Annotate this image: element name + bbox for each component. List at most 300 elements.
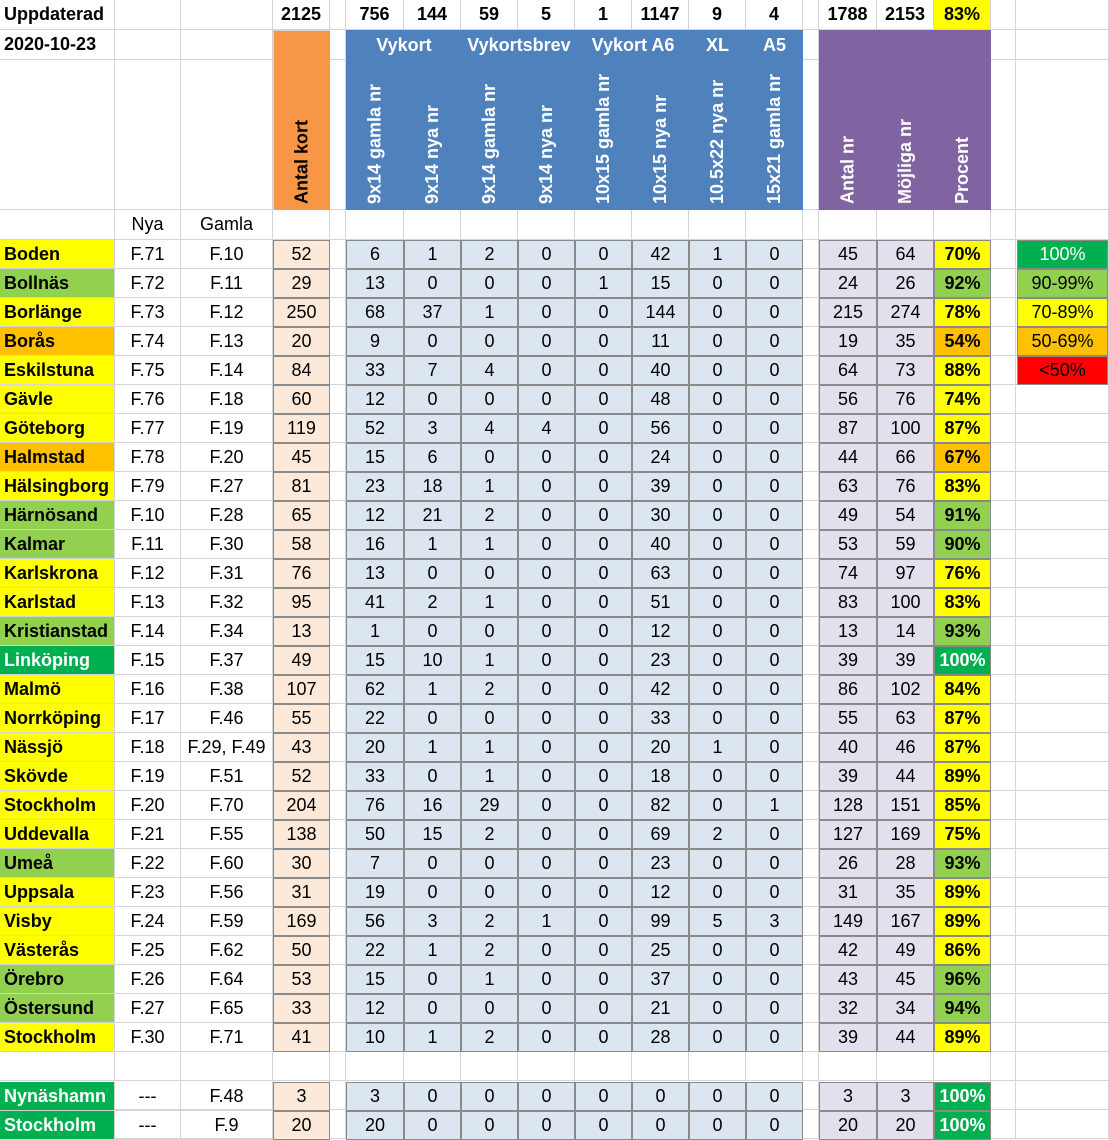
empty-cell[interactable] — [330, 936, 346, 965]
group-label[interactable]: A5 — [762, 34, 786, 55]
nya-code[interactable]: F.27 — [115, 994, 181, 1023]
empty-cell[interactable] — [330, 1052, 346, 1081]
empty-cell[interactable] — [181, 30, 273, 60]
category-value[interactable]: 33 — [632, 704, 689, 733]
empty-cell[interactable] — [991, 385, 1016, 414]
mojliga-nr-value[interactable]: 274 — [877, 298, 934, 327]
antal-nr-value[interactable]: 3 — [819, 1082, 877, 1111]
category-value[interactable]: 0 — [575, 820, 632, 849]
nya-code[interactable]: F.10 — [115, 501, 181, 530]
category-value[interactable]: 1 — [404, 530, 461, 559]
empty-cell[interactable] — [0, 210, 115, 240]
category-value[interactable]: 0 — [461, 617, 518, 646]
gamla-code[interactable]: F.51 — [181, 762, 273, 791]
category-value[interactable]: 1 — [404, 240, 461, 269]
category-value[interactable]: 0 — [575, 791, 632, 820]
city-name[interactable]: Göteborg — [0, 414, 115, 443]
category-value[interactable]: 0 — [518, 269, 575, 298]
category-value[interactable]: 0 — [575, 617, 632, 646]
category-value[interactable]: 0 — [518, 559, 575, 588]
category-value[interactable]: 56 — [346, 907, 404, 936]
category-value[interactable]: 0 — [746, 588, 803, 617]
category-value[interactable]: 0 — [575, 1111, 632, 1140]
empty-cell[interactable] — [273, 1052, 330, 1081]
city-name[interactable]: Östersund — [0, 994, 115, 1023]
procent-value[interactable]: 89% — [934, 878, 991, 907]
total-cards[interactable]: 2125 — [273, 0, 330, 30]
gamla-code[interactable]: F.32 — [181, 588, 273, 617]
category-value[interactable]: 0 — [575, 501, 632, 530]
category-value[interactable]: 22 — [346, 936, 404, 965]
antal-nr-value[interactable]: 86 — [819, 675, 877, 704]
category-value[interactable]: 63 — [632, 559, 689, 588]
category-value[interactable]: 0 — [518, 646, 575, 675]
category-value[interactable]: 0 — [518, 1111, 575, 1140]
gamla-code[interactable]: F.64 — [181, 965, 273, 994]
empty-cell[interactable] — [991, 559, 1016, 588]
empty-cell[interactable] — [991, 327, 1016, 356]
gamla-code[interactable]: F.19 — [181, 414, 273, 443]
category-value[interactable]: 0 — [404, 704, 461, 733]
empty-cell[interactable] — [991, 60, 1016, 210]
category-value[interactable]: 28 — [632, 1023, 689, 1052]
empty-cell[interactable] — [461, 1052, 518, 1081]
category-value[interactable]: 16 — [404, 791, 461, 820]
empty-cell[interactable] — [877, 1052, 934, 1081]
category-value[interactable]: 0 — [746, 994, 803, 1023]
category-value[interactable]: 15 — [632, 269, 689, 298]
nya-subheader[interactable]: Nya — [115, 210, 181, 240]
antal-nr-value[interactable]: 40 — [819, 733, 877, 762]
gamla-code[interactable]: F.10 — [181, 240, 273, 269]
gamla-code[interactable]: F.48 — [181, 1082, 273, 1111]
procent-value[interactable]: 87% — [934, 414, 991, 443]
category-value[interactable]: 2 — [461, 936, 518, 965]
empty-cell[interactable] — [803, 820, 819, 849]
empty-cell[interactable] — [991, 1023, 1016, 1052]
category-value[interactable]: 1 — [461, 646, 518, 675]
category-value[interactable]: 0 — [575, 443, 632, 472]
city-name[interactable]: Eskilstuna — [0, 356, 115, 385]
category-value[interactable]: 1 — [689, 240, 746, 269]
mojliga-nr-value[interactable]: 59 — [877, 530, 934, 559]
empty-cell[interactable] — [330, 994, 346, 1023]
empty-cell[interactable] — [0, 1052, 115, 1081]
nya-code[interactable]: F.76 — [115, 385, 181, 414]
mojliga-nr-value[interactable]: 97 — [877, 559, 934, 588]
antal-nr-value[interactable]: 53 — [819, 530, 877, 559]
empty-cell[interactable] — [1016, 965, 1109, 994]
procent-value[interactable]: 91% — [934, 501, 991, 530]
empty-cell[interactable] — [991, 269, 1016, 298]
nya-code[interactable]: F.72 — [115, 269, 181, 298]
antal-nr-value[interactable]: 24 — [819, 269, 877, 298]
empty-cell[interactable] — [181, 0, 273, 30]
procent-value[interactable]: 89% — [934, 762, 991, 791]
empty-cell[interactable] — [991, 675, 1016, 704]
mojliga-nr-value[interactable]: 73 — [877, 356, 934, 385]
legend-item[interactable]: <50% — [1017, 356, 1108, 385]
mojliga-nr-value[interactable]: 35 — [877, 327, 934, 356]
antal-kort-value[interactable]: 20 — [273, 327, 330, 356]
category-total[interactable]: 144 — [404, 0, 461, 30]
empty-cell[interactable] — [461, 210, 518, 240]
antal-kort-value[interactable]: 45 — [273, 443, 330, 472]
mojliga-nr-value[interactable]: 76 — [877, 385, 934, 414]
category-value[interactable]: 0 — [518, 878, 575, 907]
category-value[interactable]: 3 — [404, 907, 461, 936]
gamla-code[interactable]: F.37 — [181, 646, 273, 675]
mojliga-nr-value[interactable]: 44 — [877, 762, 934, 791]
category-value[interactable]: 13 — [346, 269, 404, 298]
category-value[interactable]: 0 — [518, 356, 575, 385]
category-value[interactable]: 42 — [632, 675, 689, 704]
empty-cell[interactable] — [330, 0, 346, 30]
category-value[interactable]: 1 — [689, 733, 746, 762]
category-value[interactable]: 0 — [689, 849, 746, 878]
category-value[interactable]: 22 — [346, 704, 404, 733]
category-value[interactable]: 0 — [518, 588, 575, 617]
category-value[interactable]: 0 — [575, 530, 632, 559]
empty-cell[interactable] — [991, 907, 1016, 936]
empty-cell[interactable] — [803, 559, 819, 588]
category-value[interactable]: 0 — [518, 617, 575, 646]
category-value[interactable]: 0 — [689, 530, 746, 559]
category-value[interactable]: 0 — [404, 878, 461, 907]
antal-kort-value[interactable]: 107 — [273, 675, 330, 704]
category-value[interactable]: 0 — [404, 559, 461, 588]
empty-cell[interactable] — [1016, 907, 1109, 936]
category-value[interactable]: 1 — [461, 530, 518, 559]
category-value[interactable]: 2 — [461, 820, 518, 849]
nya-code[interactable]: --- — [115, 1082, 181, 1111]
category-value[interactable]: 0 — [404, 1111, 461, 1140]
empty-cell[interactable] — [330, 210, 346, 240]
antal-kort-value[interactable]: 60 — [273, 385, 330, 414]
nya-code[interactable]: F.11 — [115, 530, 181, 559]
procent-value[interactable]: 86% — [934, 936, 991, 965]
nya-code[interactable]: --- — [115, 1111, 181, 1140]
procent-value[interactable]: 67% — [934, 443, 991, 472]
empty-cell[interactable] — [330, 60, 346, 210]
antal-nr-value[interactable]: 64 — [819, 356, 877, 385]
city-name[interactable]: Nynäshamn — [0, 1082, 115, 1111]
category-value[interactable]: 40 — [632, 356, 689, 385]
category-value[interactable]: 42 — [632, 240, 689, 269]
category-value[interactable]: 23 — [632, 646, 689, 675]
mojliga-nr-value[interactable]: 66 — [877, 443, 934, 472]
empty-cell[interactable] — [803, 675, 819, 704]
category-value[interactable]: 0 — [689, 965, 746, 994]
empty-cell[interactable] — [330, 443, 346, 472]
category-value[interactable]: 2 — [461, 907, 518, 936]
empty-cell[interactable] — [803, 210, 819, 240]
empty-cell[interactable] — [991, 298, 1016, 327]
procent-value[interactable]: 90% — [934, 530, 991, 559]
category-value[interactable]: 0 — [575, 1023, 632, 1052]
mojliga-nr-value[interactable]: 45 — [877, 965, 934, 994]
city-name[interactable]: Malmö — [0, 675, 115, 704]
city-name[interactable]: Visby — [0, 907, 115, 936]
nya-code[interactable]: F.17 — [115, 704, 181, 733]
gamla-code[interactable]: F.31 — [181, 559, 273, 588]
category-header[interactable]: 9x14 gamla nr — [364, 83, 385, 204]
empty-cell[interactable] — [404, 1052, 461, 1081]
category-value[interactable]: 1 — [461, 298, 518, 327]
category-value[interactable]: 0 — [575, 994, 632, 1023]
category-value[interactable]: 0 — [575, 762, 632, 791]
category-value[interactable]: 0 — [518, 675, 575, 704]
category-value[interactable]: 0 — [575, 733, 632, 762]
category-value[interactable]: 1 — [404, 936, 461, 965]
gamla-code[interactable]: F.70 — [181, 791, 273, 820]
category-value[interactable]: 15 — [346, 443, 404, 472]
category-value[interactable]: 0 — [518, 472, 575, 501]
city-name[interactable]: Borlänge — [0, 298, 115, 327]
city-name[interactable]: Gävle — [0, 385, 115, 414]
category-value[interactable]: 23 — [346, 472, 404, 501]
gamla-code[interactable]: F.27 — [181, 472, 273, 501]
category-value[interactable]: 0 — [689, 1082, 746, 1111]
antal-kort-value[interactable]: 81 — [273, 472, 330, 501]
empty-cell[interactable] — [991, 791, 1016, 820]
antal-nr-value[interactable]: 49 — [819, 501, 877, 530]
category-value[interactable]: 0 — [746, 385, 803, 414]
antal-nr-value[interactable]: 42 — [819, 936, 877, 965]
antal-nr-value[interactable]: 55 — [819, 704, 877, 733]
city-name[interactable]: Stockholm — [0, 1111, 115, 1140]
category-value[interactable]: 0 — [461, 327, 518, 356]
empty-cell[interactable] — [273, 210, 330, 240]
empty-cell[interactable] — [330, 1023, 346, 1052]
category-value[interactable]: 0 — [575, 849, 632, 878]
empty-cell[interactable] — [1016, 443, 1109, 472]
category-value[interactable]: 0 — [461, 443, 518, 472]
empty-cell[interactable] — [330, 327, 346, 356]
category-value[interactable]: 62 — [346, 675, 404, 704]
category-value[interactable]: 4 — [461, 414, 518, 443]
empty-cell[interactable] — [991, 30, 1016, 60]
category-value[interactable]: 0 — [746, 878, 803, 907]
nya-code[interactable]: F.77 — [115, 414, 181, 443]
empty-cell[interactable] — [330, 1110, 346, 1139]
empty-cell[interactable] — [803, 965, 819, 994]
category-value[interactable]: 39 — [632, 472, 689, 501]
empty-cell[interactable] — [575, 1052, 632, 1081]
empty-cell[interactable] — [991, 472, 1016, 501]
empty-cell[interactable] — [330, 646, 346, 675]
empty-cell[interactable] — [575, 210, 632, 240]
nya-code[interactable]: F.12 — [115, 559, 181, 588]
antal-kort-value[interactable]: 30 — [273, 849, 330, 878]
category-value[interactable]: 0 — [518, 820, 575, 849]
category-value[interactable]: 0 — [689, 791, 746, 820]
empty-cell[interactable] — [803, 530, 819, 559]
category-value[interactable]: 0 — [575, 588, 632, 617]
antal-kort-value[interactable]: 33 — [273, 994, 330, 1023]
category-value[interactable]: 5 — [689, 907, 746, 936]
category-value[interactable]: 20 — [632, 733, 689, 762]
empty-cell[interactable] — [746, 210, 803, 240]
procent-value[interactable]: 93% — [934, 849, 991, 878]
empty-cell[interactable] — [991, 849, 1016, 878]
legend-item[interactable]: 90-99% — [1017, 269, 1108, 298]
category-value[interactable]: 0 — [404, 849, 461, 878]
category-value[interactable]: 0 — [746, 675, 803, 704]
category-value[interactable]: 0 — [518, 965, 575, 994]
category-value[interactable]: 0 — [575, 646, 632, 675]
empty-cell[interactable] — [115, 30, 181, 60]
category-value[interactable]: 0 — [518, 994, 575, 1023]
empty-cell[interactable] — [803, 240, 819, 269]
category-value[interactable]: 11 — [632, 327, 689, 356]
empty-cell[interactable] — [346, 210, 404, 240]
empty-cell[interactable] — [803, 356, 819, 385]
category-value[interactable]: 16 — [346, 530, 404, 559]
category-value[interactable]: 3 — [746, 907, 803, 936]
category-value[interactable]: 56 — [632, 414, 689, 443]
category-value[interactable]: 0 — [461, 385, 518, 414]
empty-cell[interactable] — [991, 501, 1016, 530]
procent-value[interactable]: 84% — [934, 675, 991, 704]
category-value[interactable]: 30 — [632, 501, 689, 530]
antal-kort-value[interactable]: 43 — [273, 733, 330, 762]
category-value[interactable]: 0 — [518, 327, 575, 356]
gamla-code[interactable]: F.59 — [181, 907, 273, 936]
category-value[interactable]: 0 — [689, 327, 746, 356]
empty-cell[interactable] — [1016, 210, 1109, 240]
category-value[interactable]: 0 — [746, 733, 803, 762]
antal-kort-header[interactable]: Antal kort — [273, 30, 330, 210]
nya-code[interactable]: F.24 — [115, 907, 181, 936]
category-value[interactable]: 0 — [689, 414, 746, 443]
update-date[interactable]: 2020-10-23 — [0, 30, 115, 60]
empty-cell[interactable] — [1016, 791, 1109, 820]
empty-cell[interactable] — [934, 1052, 991, 1081]
city-name[interactable]: Borås — [0, 327, 115, 356]
category-value[interactable]: 0 — [689, 501, 746, 530]
category-value[interactable]: 0 — [518, 791, 575, 820]
gamla-subheader[interactable]: Gamla — [181, 210, 273, 240]
category-value[interactable]: 0 — [404, 1082, 461, 1111]
category-header[interactable]: 10x15 nya nr — [650, 94, 670, 204]
category-value[interactable]: 2 — [461, 240, 518, 269]
category-value[interactable]: 1 — [461, 733, 518, 762]
empty-cell[interactable] — [330, 530, 346, 559]
category-value[interactable]: 52 — [346, 414, 404, 443]
category-value[interactable]: 0 — [518, 704, 575, 733]
nya-code[interactable]: F.20 — [115, 791, 181, 820]
empty-cell[interactable] — [1016, 1023, 1109, 1052]
category-value[interactable]: 0 — [518, 298, 575, 327]
procent-value[interactable]: 70% — [934, 240, 991, 269]
category-value[interactable]: 0 — [746, 1111, 803, 1140]
category-value[interactable]: 33 — [346, 356, 404, 385]
antal-kort-value[interactable]: 52 — [273, 762, 330, 791]
empty-cell[interactable] — [1016, 501, 1109, 530]
antal-kort-value[interactable]: 95 — [273, 588, 330, 617]
nya-code[interactable]: F.73 — [115, 298, 181, 327]
category-value[interactable]: 0 — [746, 443, 803, 472]
category-value[interactable]: 0 — [689, 298, 746, 327]
category-value[interactable]: 4 — [461, 356, 518, 385]
empty-cell[interactable] — [803, 0, 819, 30]
antal-kort-value[interactable]: 119 — [273, 414, 330, 443]
empty-cell[interactable] — [803, 472, 819, 501]
antal-nr-value[interactable]: 83 — [819, 588, 877, 617]
procent-total[interactable]: 83% — [934, 0, 991, 30]
empty-cell[interactable] — [803, 849, 819, 878]
category-value[interactable]: 0 — [689, 936, 746, 965]
mojliga-nr-value[interactable]: 54 — [877, 501, 934, 530]
category-value[interactable]: 0 — [689, 385, 746, 414]
nya-code[interactable]: F.16 — [115, 675, 181, 704]
gamla-code[interactable]: F.20 — [181, 443, 273, 472]
empty-cell[interactable] — [803, 298, 819, 327]
antal-kort-value[interactable]: 76 — [273, 559, 330, 588]
antal-kort-value[interactable]: 49 — [273, 646, 330, 675]
empty-cell[interactable] — [330, 501, 346, 530]
empty-cell[interactable] — [1016, 0, 1109, 30]
nya-code[interactable]: F.78 — [115, 443, 181, 472]
mojliga-nr-value[interactable]: 102 — [877, 675, 934, 704]
category-value[interactable]: 24 — [632, 443, 689, 472]
gamla-code[interactable]: F.65 — [181, 994, 273, 1023]
empty-cell[interactable] — [803, 501, 819, 530]
procent-value[interactable]: 83% — [934, 472, 991, 501]
category-value[interactable]: 0 — [689, 472, 746, 501]
empty-cell[interactable] — [1016, 733, 1109, 762]
category-value[interactable]: 12 — [632, 617, 689, 646]
category-value[interactable]: 12 — [632, 878, 689, 907]
antal-nr-value[interactable]: 45 — [819, 240, 877, 269]
antal-nr-value[interactable]: 43 — [819, 965, 877, 994]
mojliga-nr-value[interactable]: 34 — [877, 994, 934, 1023]
procent-value[interactable]: 89% — [934, 1023, 991, 1052]
mojliga-total[interactable]: 2153 — [877, 0, 934, 30]
empty-cell[interactable] — [991, 936, 1016, 965]
category-value[interactable]: 0 — [746, 646, 803, 675]
category-value[interactable]: 0 — [746, 762, 803, 791]
category-value[interactable]: 0 — [746, 559, 803, 588]
antal-nr-value[interactable]: 19 — [819, 327, 877, 356]
empty-cell[interactable] — [330, 704, 346, 733]
category-value[interactable]: 68 — [346, 298, 404, 327]
antal-nr-value[interactable]: 87 — [819, 414, 877, 443]
category-value[interactable]: 0 — [575, 385, 632, 414]
empty-cell[interactable] — [330, 675, 346, 704]
category-value[interactable]: 3 — [346, 1082, 404, 1111]
empty-cell[interactable] — [934, 210, 991, 240]
antal-nr-value[interactable]: 63 — [819, 472, 877, 501]
empty-cell[interactable] — [991, 1081, 1016, 1110]
empty-cell[interactable] — [803, 385, 819, 414]
nya-code[interactable]: F.71 — [115, 240, 181, 269]
gamla-code[interactable]: F.12 — [181, 298, 273, 327]
category-value[interactable]: 0 — [404, 327, 461, 356]
antal-nr-value[interactable]: 39 — [819, 1023, 877, 1052]
category-value[interactable]: 69 — [632, 820, 689, 849]
city-name[interactable]: Halmstad — [0, 443, 115, 472]
category-header[interactable]: 15x21 gamla nr — [764, 73, 784, 204]
category-value[interactable]: 0 — [518, 762, 575, 791]
nya-code[interactable]: F.75 — [115, 356, 181, 385]
nya-code[interactable]: F.21 — [115, 820, 181, 849]
empty-cell[interactable] — [803, 1052, 819, 1081]
procent-value[interactable]: 78% — [934, 298, 991, 327]
category-total[interactable]: 5 — [518, 0, 575, 30]
empty-cell[interactable] — [991, 1052, 1016, 1081]
